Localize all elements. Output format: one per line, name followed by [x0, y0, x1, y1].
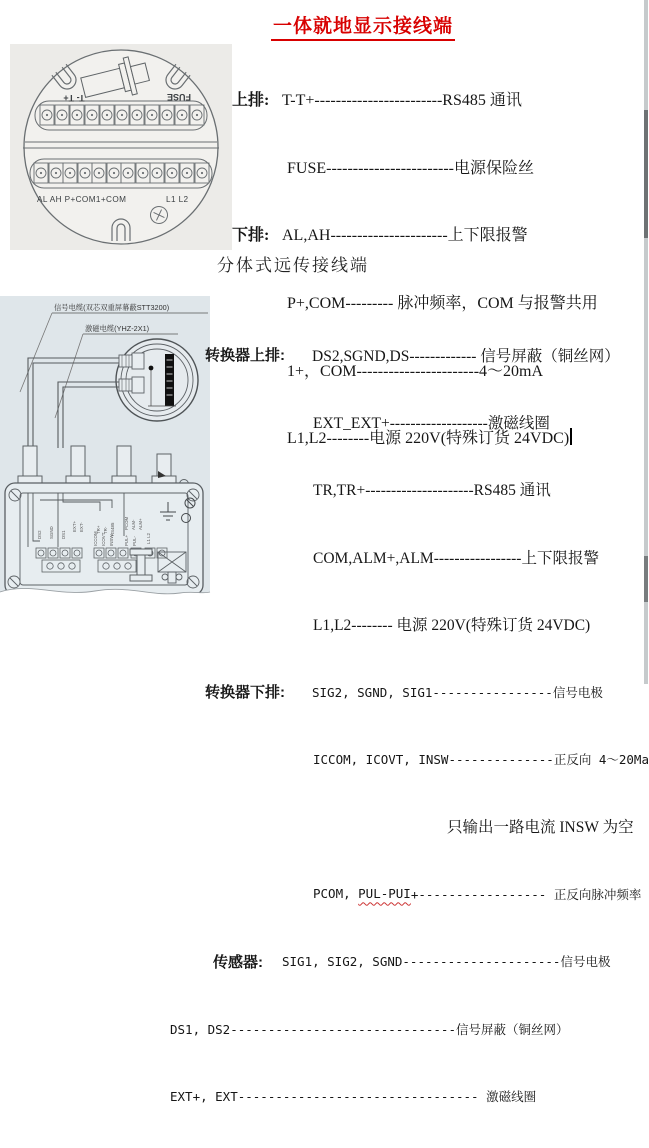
svg-text:SGND: SGND [49, 526, 54, 539]
svg-text:L1 L2: L1 L2 [146, 533, 151, 544]
signal-cable-label: 信号电缆(双芯双重屏幕蔽STT3200) [54, 303, 170, 312]
wiring-line [205, 609, 648, 640]
svg-text:PCOM: PCOM [124, 516, 129, 530]
section-subtitle: 分体式远传接线端 [217, 256, 369, 275]
wiring-text: 只输出一路电流 INSW 为空 [447, 819, 634, 837]
wiring-line [232, 218, 646, 250]
svg-text:TR+: TR+ [96, 525, 101, 534]
row-label: 下排: [232, 227, 270, 245]
wiring-line [205, 743, 648, 774]
wiring-text: T-T+------------------------RS485 通讯 [282, 92, 522, 110]
wiring-text: L1,L2--------电源 220V(特殊订货 24VDC) [287, 430, 570, 448]
wiring-text: PCOM, [313, 886, 359, 902]
svg-text:DS1: DS1 [61, 530, 66, 539]
remote-wiring-diagram [0, 296, 210, 632]
terminal-bar [165, 354, 174, 406]
terminal-label-l1-l2: L1 L2 [166, 195, 189, 204]
wiring-line [205, 541, 648, 572]
row-label: 转换器下排: [205, 684, 285, 702]
wiring-text: DS1, DS2------------------------------信号屏蔽（铜丝网） [170, 1021, 569, 1037]
svg-text:ICCOM: ICCOM [93, 531, 98, 546]
wiring-line [232, 83, 646, 115]
wiring-line [232, 151, 646, 183]
remote-wiring-list [170, 303, 649, 1148]
wiring-line [205, 878, 648, 909]
wiring-text: EXT_EXT+-------------------激磁线圈 [313, 415, 550, 433]
wiring-line [205, 406, 648, 437]
svg-text:EXT-: EXT- [79, 522, 84, 532]
wiring-line [170, 1080, 648, 1111]
svg-text:TR-: TR- [103, 526, 108, 534]
svg-text:ALM-: ALM- [131, 519, 136, 530]
svg-text:PUL-: PUL- [132, 535, 137, 546]
svg-text:PUL+: PUL+ [124, 534, 129, 546]
terminal-box [5, 483, 203, 595]
wiring-text: SIG2, SGND, SIG1----------------信号电极 [312, 684, 603, 700]
row-label: 上排: [232, 92, 270, 110]
wiring-text: TR,TR+---------------------RS485 通讯 [313, 482, 551, 500]
wiring-text: COM,ALM+,ALM-----------------上下限报警 [313, 549, 599, 567]
wiring-text: DS2,SGND,DS------------- 信号屏蔽（铜丝网） [312, 347, 620, 365]
wiring-line [205, 474, 648, 505]
wiring-text: EXT+, EXT-------------------------------- 激磁线圈 [170, 1088, 537, 1104]
row-label: 转换器上排: [205, 347, 285, 365]
photo-right-edge-dark [644, 556, 648, 602]
svg-text:EXT+: EXT+ [72, 520, 77, 532]
svg-text:INSW: INSW [109, 534, 114, 546]
excitation-cable-label: 激磁电缆(YHZ-2X1) [85, 324, 150, 333]
wiring-text: P+,COM--------- 脉冲频率，COM 与报警共用 [287, 295, 598, 313]
terminal-label-fuse: FUSE [166, 92, 192, 102]
svg-text:DS2: DS2 [37, 530, 42, 539]
svg-text:RS485: RS485 [110, 522, 115, 536]
svg-text:ICOVT: ICOVT [101, 532, 106, 546]
wiring-line [205, 339, 648, 370]
wiring-line [205, 946, 648, 977]
wiring-text: 1+，COM-----------------------4～20mA [287, 362, 544, 380]
terminal-label-bottom-row: AL AH P+COM1+COM [37, 195, 127, 204]
page-title: 一体就地显示接线端 [271, 11, 455, 41]
torn-edge [0, 588, 210, 632]
wiring-line [205, 676, 648, 707]
svg-text:ALM+: ALM+ [138, 518, 143, 530]
wiring-text: SIG1, SIG2, SGND---------------------信号电极 [282, 954, 611, 970]
wiring-text: L1,L2-------- 电源 220V(特殊订货 24VDC) [313, 617, 591, 635]
misspelled-term: PUL-PUI [358, 886, 411, 902]
wiring-text: ICCOM, ICOVT, INSW--------------正反向 4～20Ma [313, 752, 649, 768]
wiring-line [205, 811, 648, 842]
wiring-line [170, 1013, 648, 1044]
row-label: 传感器: [213, 953, 263, 971]
photo-right-edge-dark [644, 110, 648, 238]
wiring-text: FUSE------------------------电源保险丝 [287, 159, 535, 177]
wiring-text: AL,AH----------------------上下限报警 [282, 227, 528, 245]
terminal-label-t-minus-t-plus: T- T+ [63, 93, 85, 103]
integrated-terminal-diagram [10, 44, 232, 250]
wiring-text: +----------------- 正反向脉冲频率 [410, 886, 642, 902]
